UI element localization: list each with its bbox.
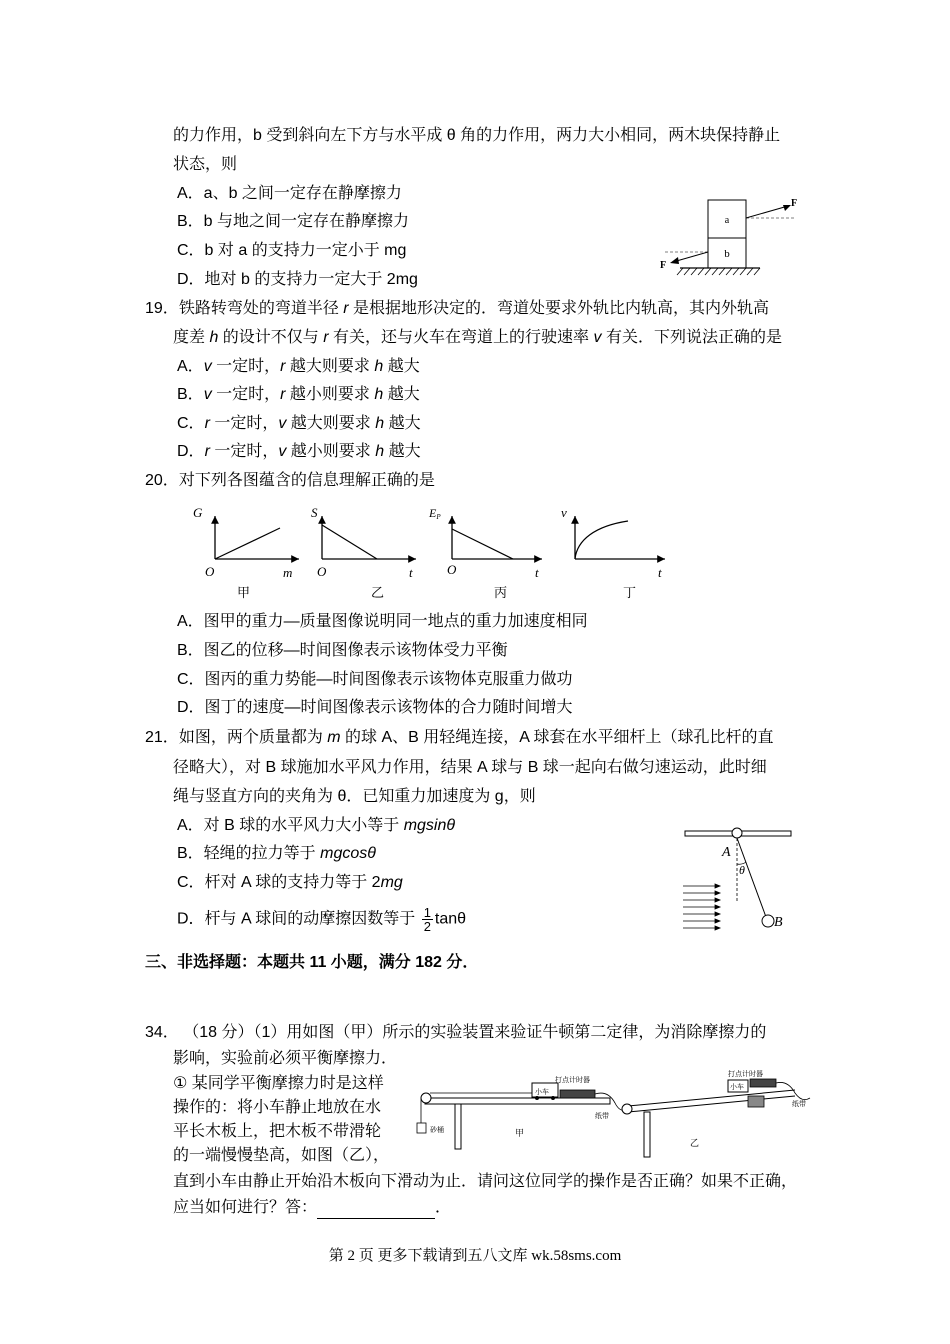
q18-option-d: D．地对 b 的支持力一定大于 2mg: [177, 271, 418, 288]
q21-option-b: B．轻绳的拉力等于 mgcosθ: [177, 845, 376, 862]
q18-line2: 状态，则: [173, 156, 238, 173]
q20-option-a: A．图甲的重力—质量图像说明同一地点的重力加速度相同: [177, 613, 588, 630]
block-b-label: b: [724, 248, 730, 260]
timer-yi: [750, 1079, 776, 1087]
graph-bing-y-label: EP: [429, 506, 441, 521]
board-jia: [425, 1098, 610, 1104]
q21-line1: 21．如图，两个质量都为 m 的球 A、B 用轻绳连接，A 球套在水平细杆上（球孔比杆的直: [145, 729, 774, 746]
wind-arrows: [683, 884, 720, 930]
force-label-top: F: [791, 198, 798, 209]
block-a-label: a: [724, 215, 730, 226]
q20-stem: 20．对下列各图蕴含的信息理解正确的是: [145, 472, 435, 489]
section3-heading: 三、非选择题：本题共 11 小题，满分 182 分．: [145, 954, 479, 971]
force-arrow-top-head: [783, 205, 791, 211]
q20-option-b: B．图乙的位移—时间图像表示该物体受力平衡: [177, 642, 508, 659]
answer-blank[interactable]: [317, 1202, 435, 1219]
pulley-jia: [421, 1093, 431, 1103]
ball-a-label: A: [722, 845, 731, 860]
graph-yi-line: [322, 525, 377, 559]
q34-last-line: 应当如何进行？答： ．: [173, 1197, 451, 1219]
q34-para-2: 操作的：将小车静止地放在水: [173, 1099, 382, 1116]
table-leg-jia: [455, 1104, 461, 1149]
q34-para-3: 平长木板上，把木板不带滑轮: [173, 1123, 382, 1140]
timer-jia: [560, 1090, 595, 1098]
graph-yi-origin: O: [317, 564, 327, 579]
graph-bing: [428, 506, 542, 600]
apparatus-jia: [417, 1075, 628, 1149]
q19-option-a: A．v 一定时，r 越大则要求 h 越大: [177, 358, 420, 375]
graph-ding-x-label: t: [658, 565, 662, 580]
q34-para-1: ① 某同学平衡摩擦力时是这样: [173, 1075, 384, 1092]
force-arrow-top: [746, 206, 788, 218]
graph-yi-x-label: t: [409, 565, 413, 580]
q19-option-b: B．v 一定时，r 越小则要求 h 越大: [177, 386, 420, 403]
q21-line2: 径略大），对 B 球施加水平风力作用，结果 A 球与 B 球一起向右做匀速运动，此时细: [173, 759, 767, 776]
ball-b-label: B: [774, 915, 783, 930]
graph-bing-origin: O: [447, 562, 457, 577]
q21-option-c: C．杆对 A 球的支持力等于 2mg: [177, 874, 403, 891]
q18-option-a: A．a、b 之间一定存在静摩擦力: [177, 185, 402, 202]
graph-bing-line: [452, 529, 513, 559]
fraction-one-half: $\frac{1}{2}$: [423, 905, 431, 934]
graph-ding-caption: 丁: [623, 585, 637, 600]
q21-option-a: A．对 B 球的水平风力大小等于 mgsinθ: [177, 817, 456, 834]
graph-yi: [311, 505, 416, 600]
graph-jia-x-label: m: [283, 565, 293, 580]
tape-jia-label: 纸带: [595, 1112, 609, 1120]
q34-para-4: 的一端慢慢垫高，如图（乙），: [173, 1147, 390, 1164]
timer-yi-label: 打点计时器: [728, 1070, 763, 1078]
q20-graphs: [185, 500, 685, 606]
q18-figure: [655, 190, 810, 285]
sand-bucket-label: 砂桶: [430, 1126, 444, 1134]
graph-ding-curve: [575, 521, 628, 559]
cart-jia-label: 小车: [535, 1088, 549, 1096]
q19-line1: 19．铁路转弯处的弯道半径 r 是根据地形决定的．弯道处要求外轨比内轨高，其内外轨高: [145, 300, 770, 317]
q18-option-b: B．b 与地之间一定存在静摩擦力: [177, 213, 410, 230]
caption-yi: 乙: [690, 1138, 700, 1148]
ball-b: [762, 915, 774, 927]
graph-bing-caption: 丙: [494, 585, 508, 600]
graph-jia-y-label: G: [193, 505, 203, 520]
q34-figure: [410, 1068, 820, 1168]
graph-yi-y-label: S: [311, 505, 318, 520]
page-footer: 第 2 页 更多下载请到五八文库 wk.58sms.com: [328, 1248, 622, 1264]
apparatus-yi: [622, 1069, 810, 1157]
graph-bing-x-label: t: [535, 565, 539, 580]
caption-jia: 甲: [515, 1128, 525, 1138]
graph-jia-origin: O: [205, 564, 215, 579]
graph-jia-caption: 甲: [237, 585, 251, 600]
q21-line3: 绳与竖直方向的夹角为 θ．已知重力加速度为 g，则: [173, 788, 536, 805]
graph-jia: [193, 505, 299, 600]
pulley-yi: [622, 1104, 632, 1114]
q19-line2: 度差 h 的设计不仅与 r 有关，还与火车在弯道上的行驶速率 v 有关．下列说法正确的是: [173, 329, 782, 346]
q20-option-d: D．图丁的速度—时间图像表示该物体的合力随时间增大: [177, 699, 573, 716]
q21-figure: [680, 822, 800, 937]
q18-option-c: C．b 对 a 的支持力一定小于 mg: [177, 242, 407, 259]
ground-hatch: [677, 268, 760, 275]
rope: [737, 838, 766, 917]
ball-a: [732, 828, 742, 838]
force-label-bottom: F: [660, 260, 667, 271]
cart-yi-label: 小车: [730, 1083, 744, 1091]
q34-line-after: 直到小车由静止开始沿木板向下滑动为止．请问这位同学的操作是否正确？如果不正确，: [173, 1173, 798, 1190]
table-leg-yi: [644, 1112, 650, 1157]
tape-yi-label: 纸带: [792, 1100, 806, 1108]
theta-label: θ: [739, 863, 745, 877]
force-arrow-bottom-head: [670, 257, 679, 264]
wedge-block: [748, 1096, 764, 1107]
q34-line1: 34． （18 分）（1）用如图（甲）所示的实验装置来验证牛顿第二定律，为消除摩擦力的: [145, 1024, 767, 1041]
q19-option-d: D．r 一定时，v 越小则要求 h 越大: [177, 443, 421, 460]
graph-yi-caption: 乙: [371, 585, 385, 600]
q20-option-c: C．图丙的重力势能—时间图像表示该物体克服重力做功: [177, 671, 573, 688]
sand-bucket: [417, 1123, 426, 1133]
graph-jia-line: [215, 528, 280, 559]
q34-line2: 影响，实验前必须平衡摩擦力．: [173, 1050, 398, 1067]
q19-option-c: C．r 一定时，v 越大则要求 h 越大: [177, 415, 421, 432]
graph-ding: [561, 505, 665, 600]
graph-ding-y-label: v: [561, 505, 567, 520]
q21-option-d: D．杆与 A 球间的动摩擦因数等于 $\frac{1}{2}$ tanθ: [177, 905, 467, 934]
q18-line1: 的力作用，b 受到斜向左下方与水平成 θ 角的力作用，两力大小相同，两木块保持静止: [173, 127, 781, 144]
timer-jia-label: 打点计时器: [555, 1076, 590, 1084]
